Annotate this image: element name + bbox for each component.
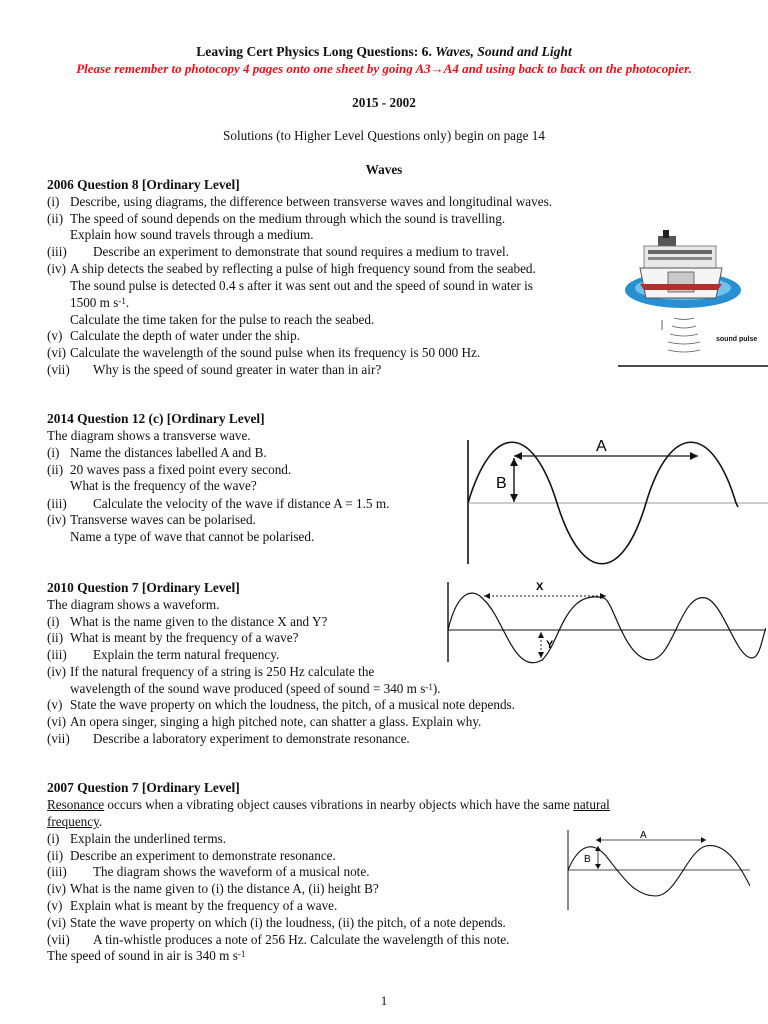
item-text: If the natural frequency of a string is 250 Hz calculate the: [70, 664, 375, 679]
item-number: (v): [47, 328, 63, 343]
item-number: (vii): [47, 932, 70, 947]
transverse-wave-diagram: [462, 432, 768, 566]
item-text: What is the name given to the distance X and Y?: [70, 614, 328, 629]
item-text: Calculate the velocity of the wave if distance A = 1.5 m.: [93, 496, 390, 511]
unit-exponent: -1: [237, 949, 246, 959]
question-line: [47, 211, 505, 227]
question-line: [47, 496, 389, 512]
item-number: (ii): [47, 462, 64, 477]
question-heading-2010: 2010 Question 7 [Ordinary Level]: [47, 580, 240, 595]
underlined-term: natural: [573, 797, 610, 812]
item-number: (iv): [47, 664, 67, 679]
item-text: Describe an experiment to demonstrate that sound requires a medium to travel.: [93, 244, 510, 259]
item-text: What is the name given to (i) the distance A, (ii) height B?: [70, 881, 379, 896]
question-line: [47, 898, 337, 914]
item-number: (ii): [47, 630, 64, 645]
ship-icon: [640, 230, 722, 298]
item-text: Describe a laboratory experiment to demonstrate resonance.: [93, 731, 410, 746]
wave-curve: [448, 593, 766, 663]
sound-pulse-arcs: [668, 318, 700, 352]
section-heading: Waves: [365, 162, 403, 177]
title-topic: Waves, Sound and Light: [435, 44, 572, 59]
item-text: Explain what is meant by the frequency of a wave.: [70, 898, 338, 913]
question-heading-2007: 2007 Question 7 [Ordinary Level]: [47, 780, 240, 795]
question-line: 1500 m $s^{-1}$.: [47, 295, 129, 311]
item-text: State the wave property on which the loudness, the pitch, of a musical note depends.: [70, 697, 515, 712]
question-line: [47, 647, 279, 663]
item-text: wavelength of the sound wave produced (speed of sound = 340 m s: [70, 681, 426, 696]
solutions-note: Solutions (to Higher Level Questions only) begin on page 14: [223, 128, 545, 143]
question-line: [47, 848, 336, 864]
question-intro: [47, 797, 610, 813]
question-line: [47, 529, 314, 545]
question-line: [47, 345, 480, 361]
item-text: Name the distances labelled A and B.: [70, 445, 267, 460]
item-text: Name a type of wave that cannot be polarised.: [70, 529, 315, 544]
question-line: [47, 194, 552, 210]
item-text: A ship detects the seabed by reflecting a pulse of high frequency sound from the seabed.: [70, 261, 536, 276]
document-title: [0, 44, 768, 60]
item-text: The speed of sound in air is 340 m s: [47, 948, 238, 963]
item-text: Why is the speed of sound greater in water than in air?: [93, 362, 382, 377]
ship-sonar-illustration: [618, 228, 768, 370]
question-line: [47, 328, 300, 344]
question-line: [47, 932, 509, 948]
question-line: [47, 664, 374, 680]
item-number: (v): [47, 697, 63, 712]
question-line: [47, 312, 374, 328]
item-text: Calculate the depth of water under the ship.: [70, 328, 300, 343]
item-number: (iv): [47, 261, 67, 276]
question-line: [47, 831, 226, 847]
underlined-term: Resonance: [47, 797, 105, 812]
question-intro: [47, 814, 102, 830]
question-line: [47, 227, 314, 243]
question-line: [47, 462, 291, 478]
unit-exponent: -1: [425, 682, 433, 692]
underlined-term: frequency: [47, 814, 99, 829]
item-number: (iv): [47, 512, 67, 527]
item-number: (vi): [47, 915, 67, 930]
item-number: (i): [47, 194, 60, 209]
question-line: [47, 512, 256, 528]
question-line: [47, 630, 298, 646]
item-text: The sound pulse is detected 0.4 s after it was sent out and the speed of sound in water is: [70, 278, 533, 293]
question-line: [47, 428, 251, 444]
year-range: 2015 - 2002: [352, 95, 416, 110]
item-text: Calculate the wavelength of the sound pulse when its frequency is 50 000 Hz.: [70, 345, 481, 360]
label-y: Y: [546, 639, 554, 651]
item-number: (i): [47, 614, 60, 629]
question-heading-2006: 2006 Question 8 [Ordinary Level]: [47, 177, 240, 192]
label-b: B: [584, 854, 591, 865]
item-text: 1500 m s: [70, 295, 119, 310]
item-text: 20 waves pass a fixed point every second.: [70, 462, 292, 477]
item-text: The speed of sound depends on the medium through which the sound is travelling.: [70, 211, 506, 226]
photocopy-note: Please remember to photocopy 4 pages onto one sheet by going A3→A4 and using back to back on the photocopier.: [76, 61, 692, 76]
label-a: A: [640, 830, 647, 841]
question-heading-2014: 2014 Question 12 (c) [Ordinary Level]: [47, 411, 265, 426]
item-number: (vii): [47, 731, 70, 746]
musical-note-waveform: [564, 826, 750, 912]
question-line: [47, 278, 533, 294]
question-line: [47, 614, 327, 630]
item-text: What is the frequency of the wave?: [70, 478, 257, 493]
question-line: [47, 261, 536, 277]
closing-punct: ).: [432, 681, 441, 696]
item-number: (vi): [47, 345, 67, 360]
sound-pulse-label: sound pulse: [716, 336, 758, 343]
item-number: (i): [47, 445, 60, 460]
intro-text: occurs when a vibrating object causes vibrations in nearby objects which have the same: [104, 797, 574, 812]
item-text: Calculate the time taken for the pulse to reach the seabed.: [70, 312, 375, 327]
item-text: An opera singer, singing a high pitched note, can shatter a glass. Explain why.: [70, 714, 482, 729]
label-a: A: [596, 438, 607, 455]
question-line: [47, 597, 219, 613]
question-line: [47, 948, 245, 964]
item-number: (v): [47, 898, 63, 913]
item-number: (vii): [47, 362, 70, 377]
question-line: [47, 478, 257, 494]
question-line: [47, 881, 379, 897]
question-line: [47, 731, 410, 747]
unit-exponent: -1: [118, 296, 126, 306]
item-text: State the wave property on which (i) the loudness, (ii) the pitch, of a note depends.: [70, 915, 506, 930]
item-text: What is meant by the frequency of a wave?: [70, 630, 299, 645]
item-text: Explain the underlined terms.: [70, 831, 227, 846]
item-number: (ii): [47, 211, 64, 226]
question-line: [47, 244, 509, 260]
question-line: [47, 714, 481, 730]
item-text: A tin-whistle produces a note of 256 Hz. Calculate the wavelength of this note.: [93, 932, 510, 947]
item-number: (i): [47, 831, 60, 846]
question-line: [47, 445, 267, 461]
question-line: [47, 915, 506, 931]
item-text: Describe an experiment to demonstrate resonance.: [70, 848, 336, 863]
label-x: X: [536, 581, 544, 593]
item-number: (iii): [47, 864, 67, 879]
item-number: (iii): [47, 647, 67, 662]
item-number: (ii): [47, 848, 64, 863]
label-b: B: [496, 475, 507, 492]
title-prefix: Leaving Cert Physics Long Questions: 6.: [196, 44, 436, 59]
item-text: The diagram shows a transverse wave.: [47, 428, 251, 443]
question-line: [47, 362, 381, 378]
item-number: (iv): [47, 881, 67, 896]
question-line: [47, 697, 515, 713]
item-text: Explain how sound travels through a medium.: [70, 227, 314, 242]
item-number: (iii): [47, 496, 67, 511]
waveform-diagram: [444, 578, 766, 664]
wave-curve: [568, 846, 750, 896]
intro-text: .: [98, 814, 103, 829]
item-text: The diagram shows a waveform.: [47, 597, 220, 612]
question-line: [47, 864, 370, 880]
item-text: Describe, using diagrams, the difference between transverse waves and longitudinal waves.: [70, 194, 553, 209]
item-text: Transverse waves can be polarised.: [70, 512, 256, 527]
page-number: 1: [380, 993, 388, 1008]
question-line: [47, 681, 441, 697]
item-text: Explain the term natural frequency.: [93, 647, 280, 662]
item-text: The diagram shows the waveform of a musical note.: [93, 864, 370, 879]
item-number: (vi): [47, 714, 67, 729]
item-number: (iii): [47, 244, 67, 259]
